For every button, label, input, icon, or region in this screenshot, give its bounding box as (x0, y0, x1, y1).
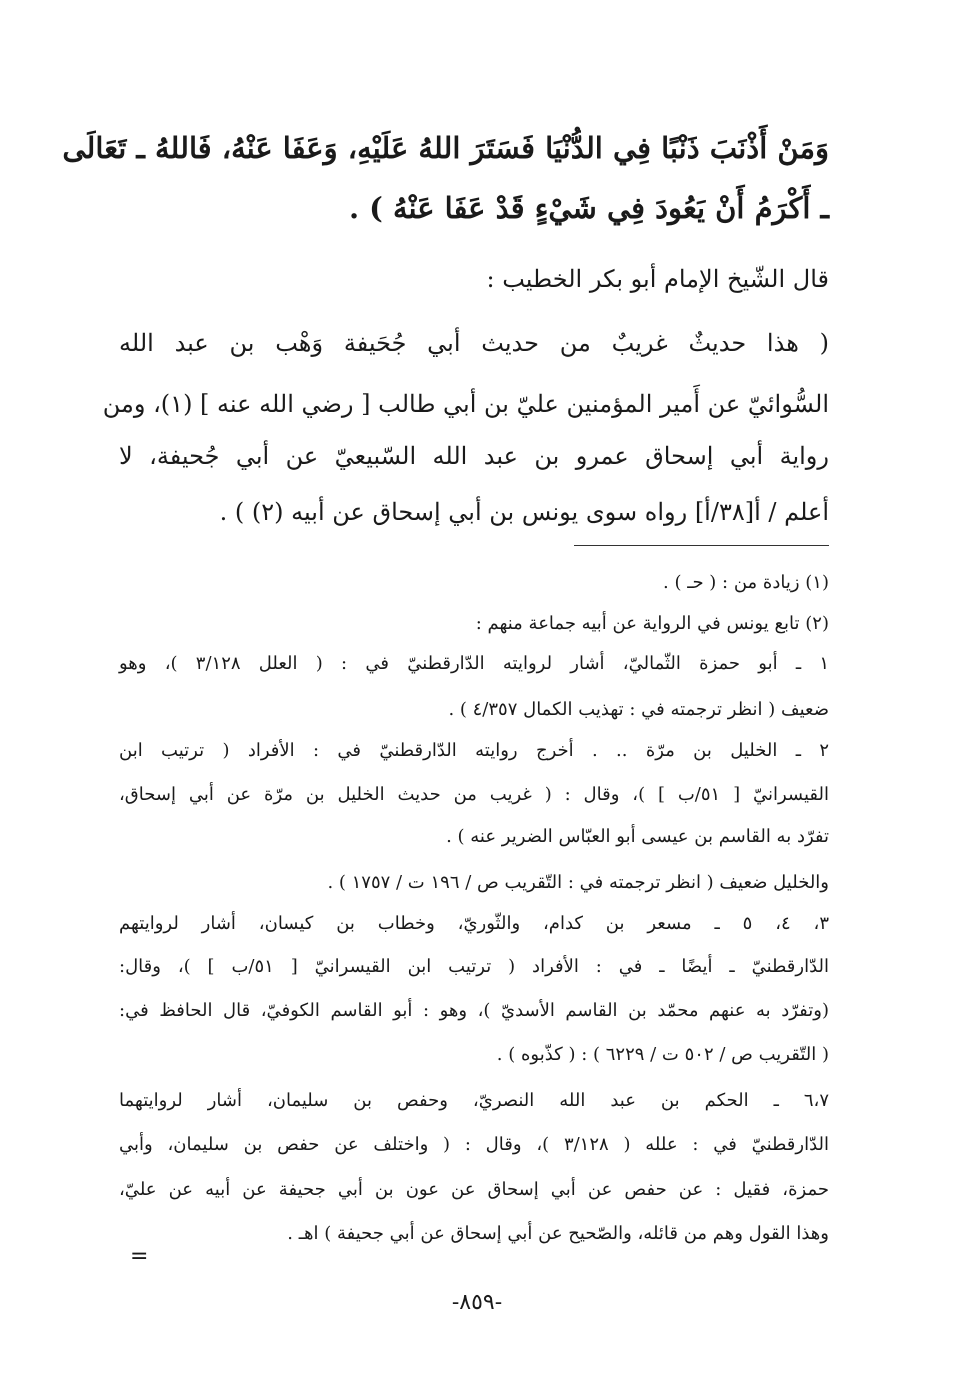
footnote-line-9: ٣، ٤، ٥ ـ مسعر بن كدام، والثّوريّ، وخطاب بن كيسان، أشار لروايتهم (119, 913, 830, 934)
body-line-3: السُّوائيّ عن أَمير المؤمنين عليّ بن أبي طالب [ رضي الله عنه ] (١)، ومن (102, 390, 829, 418)
page-number: -٨٥٩- (451, 1290, 503, 1315)
continuation-mark: = (130, 1244, 149, 1269)
footnote-separator (574, 545, 829, 546)
footnote-line-2: (٢) تابع يونس في الرواية عن أبيه جماعة منهم : (475, 613, 829, 634)
body-line-1: قال الشّيخ الإمام أبو بكر الخطيب : (486, 265, 829, 293)
footnote-line-14: الدّارقطنيّ في : علله ( ٣/١٢٨ )، وقال : ( واختلف عن حفص بن سليمان، وأبي (119, 1134, 830, 1155)
footnote-line-15: حمزة، فقيل : عن حفص عن أبي إسحاق عن عون بن أبي جحيفة عن أبيه عن عليّ، (119, 1179, 829, 1200)
footnote-line-6: القيسرانيّ [ ٥١/ب ] )، وقال : ( غريب من حديث الخليل بن مرّة عن أبي إسحاق، (119, 784, 829, 805)
footnote-line-1: (١) زيادة من : ( حـ ) . (663, 572, 829, 593)
footnote-line-16: وهذا القول وهم من قائله، والصّحيح عن أبي إسحاق عن أبي جحيفة ) اهـ . (287, 1223, 829, 1244)
footnote-line-13: ٦،٧ ـ الحكم بن عبد الله النصريّ، وحفص بن سليمان، أشار لروايتهما (119, 1090, 829, 1111)
hadith-line-1: وَمَنْ أَذْنَبَ ذَنْبًا فِي الدُّنْيَا فَسَتَرَ اللهُ عَلَيْهِ، وَعَفَا عَنْهُ، فَاللهُ ـ تَعَالَى (62, 131, 829, 165)
footnote-line-4: ضعيف ( انظر ترجمته في : تهذيب الكمال ٤/٣٥٧ ) . (448, 699, 829, 720)
body-line-2: ( هذا حديثٌ غريبٌ من حديث أبي جُحَيفة وَهْب بن عبد الله (119, 329, 829, 357)
footnote-line-12: ( التّقريب ص / ٥٠٢ ت / ٦٢٢٩ ) : ( كذّبوه ) . (496, 1044, 829, 1065)
footnote-line-3: ١ ـ أبو حمزة الثّماليّ، أشار لروايته الدّارقطنيّ في : ( العلل ٣/١٢٨ )، وهو (119, 653, 829, 674)
body-line-5: أعلم / أ[٣٨/أ] رواه سوى يونس بن أبي إسحاق عن أبيه (٢) ) . (219, 498, 829, 526)
footnote-line-8: والخليل ضعيف ( انظر ترجمته في : التّقريب ص / ١٩٦ ت / ١٧٥٧ ) . (327, 872, 829, 893)
footnote-line-5: ٢ ـ الخليل بن مرّة .. . أخرج روايته الدّارقطنيّ في : الأفراد ( ترتيب ابن (119, 740, 829, 761)
footnote-line-11: (وتفرّد به عنهم محمّد بن القاسم الأسديّ )، وهو : أبو القاسم الكوفيّ، قال الحافظ في: (119, 1000, 829, 1021)
hadith-line-2: ـ أَكْرَمُ أَنْ يَعُودَ فِي شَيْءٍ قَدْ عَفَا عَنْهُ ) . (348, 191, 829, 225)
footnote-line-7: تفرّد به القاسم بن عيسى أبو العبّاس الضرير عنه ) . (446, 826, 829, 847)
body-line-4: رواية أبي إسحاق عمرو بن عبد الله السّبيعيّ عن أبي جُحيفة، لا (119, 442, 829, 470)
footnote-line-10: الدّارقطنيّ ـ أيضًا ـ في : الأفراد ( ترتيب ابن القيسرانيّ [ ٥١/ب ] )، وقال: (119, 956, 830, 977)
